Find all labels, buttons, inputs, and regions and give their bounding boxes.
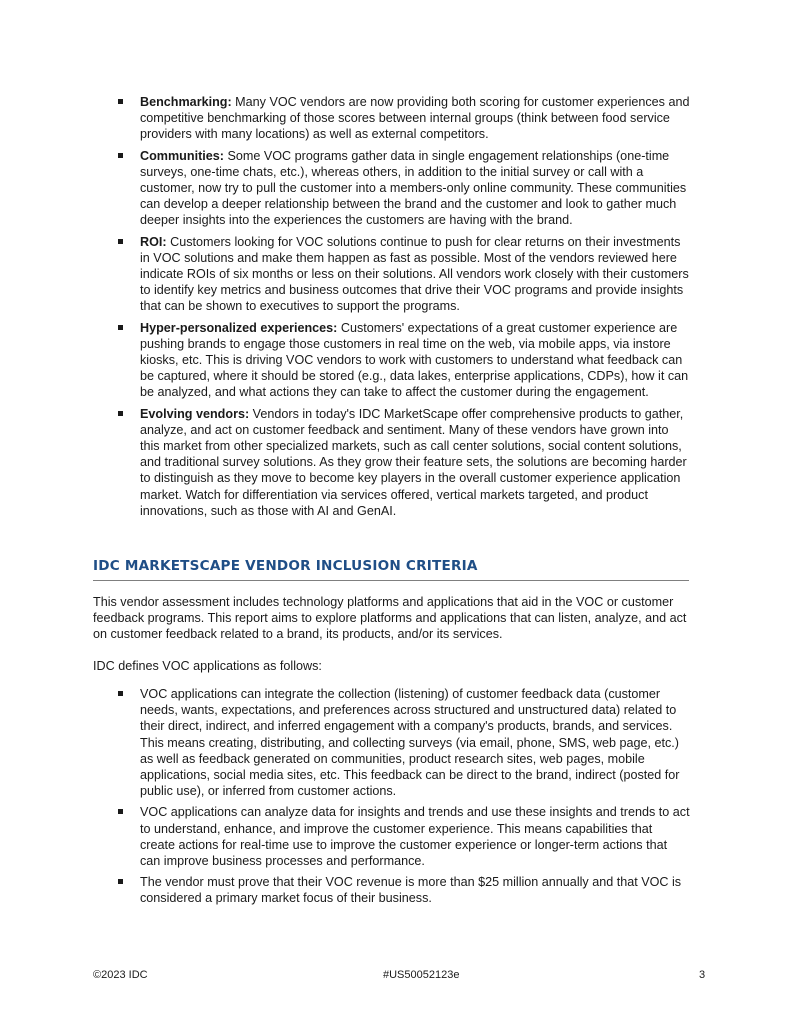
trends-bullet-list [118,94,690,524]
bullet-item-benchmarking [118,94,690,143]
square-bullet-icon [118,153,123,158]
bullet-text: Many VOC vendors are now providing both scoring for customer experiences and competitive benchmarking of those scores between internal groups (think between food service providers with many locations) as well as external competitors. [140,95,690,142]
square-bullet-icon [118,879,123,884]
footer-document-id: #US50052123e [383,969,460,981]
criteria-item [118,804,690,869]
criteria-text: VOC applications can integrate the collection (listening) of customer feedback data (customer needs, wants, expectations, and preferences across structured and unstructured data) related to their direct, indirect, and inferred engagement with a company's products, brands, and services. This means creating, distributing, and collecting surveys (via email, phone, SMS, web page, etc.) as well as feedback generated on communities, product research sites, web pages, mobile applications, social media sites, etc. This feedback can be direct to the brand, indirect (posted for public use), or inferred from customer actions. [140,687,680,799]
criteria-text: The vendor must prove that their VOC revenue is more than $25 million annually and that VOC is considered a primary market focus of their business. [140,875,682,906]
bullet-text: Some VOC programs gather data in single engagement relationships (one-time surveys, one-time chats, etc.), whereas others, in addition to the initial survey or call with a customer, now try to pull the customer into a members-only online community. These communities can develop a deeper relationship between the brand and the customer and look to gather much deeper insights into the experiences the customers are having with the brand. [140,148,687,228]
definition-lead-paragraph: IDC defines VOC applications as follows: [93,659,322,673]
square-bullet-icon [118,325,123,330]
bullet-term: Hyper-personalized experiences: [140,320,338,335]
bullet-term: Communities: [140,148,224,163]
bullet-item-roi [118,234,690,315]
square-bullet-icon [118,691,123,696]
bullet-item-hyper-personalized [118,320,690,401]
bullet-text: Customers' expectations of a great customer experience are pushing brands to engage those customers in real time on the web, via mobile apps, via instore kiosks, etc. This is driving VOC vendors to work with customers to understand what feedback can be captured, where it should be stored (e.g., data lakes, enterprise applications, CDPs), how it can be analyzed, and what actions they can take to affect the customer during the engagement. [140,320,689,400]
square-bullet-icon [118,809,123,814]
bullet-term: Benchmarking: [140,95,232,109]
square-bullet-icon [118,411,123,416]
bullet-text: Vendors in today's IDC MarketScape offer comprehensive products to gather, analyze, and act on customer feedback and sentiment. Many of these vendors have grown into this market from other specialized markets, such as call center solutions, social content solutions, and traditional survey solutions. As they grow their feature sets, the solutions are becoming harder to distinguish as they move to become key players in the overall customer experience application market. Watch for differentiation via services offered, vertical markets targeted, and product innovations, such as those with AI and GenAI. [140,406,687,518]
bullet-item-evolving-vendors [118,406,690,519]
bullet-term: Evolving vendors: [140,406,250,421]
section-heading: IDC MARKETSCAPE VENDOR INCLUSION CRITERIA [93,558,689,581]
criteria-item [118,874,690,906]
footer-page-number: 3 [699,969,706,981]
square-bullet-icon [118,99,123,104]
bullet-text: Customers looking for VOC solutions continue to push for clear returns on their investments in VOC solutions and make them happen as fast as possible. Most of the vendors reviewed here indicate ROIs of six months or less on their solutions. All vendors work closely with their customers to identify key metrics and business outcomes that drive their VOC programs and provide insights that can be shown to executives to support the programs. [140,234,689,314]
criteria-bullet-list [118,686,690,912]
section-intro-paragraph: This vendor assessment includes technology platforms and applications that aid in the VOC or customer feedback programs. This report aims to explore platforms and applications that can listen, analyze, and act on customer feedback related to a brand, its products, and/or its services. [93,595,687,642]
square-bullet-icon [118,239,123,244]
criteria-text: VOC applications can analyze data for insights and trends and use these insights and trends to act to understand, enhance, and improve the customer experience. This means capabilities that create actions for real-time use to improve the customer experience or longer-term actions that can improve business processes and performance. [140,805,690,869]
bullet-item-communities [118,148,690,229]
bullet-term: ROI: [140,234,167,249]
footer-copyright: ©2023 IDC [93,969,148,981]
criteria-item [118,686,690,799]
